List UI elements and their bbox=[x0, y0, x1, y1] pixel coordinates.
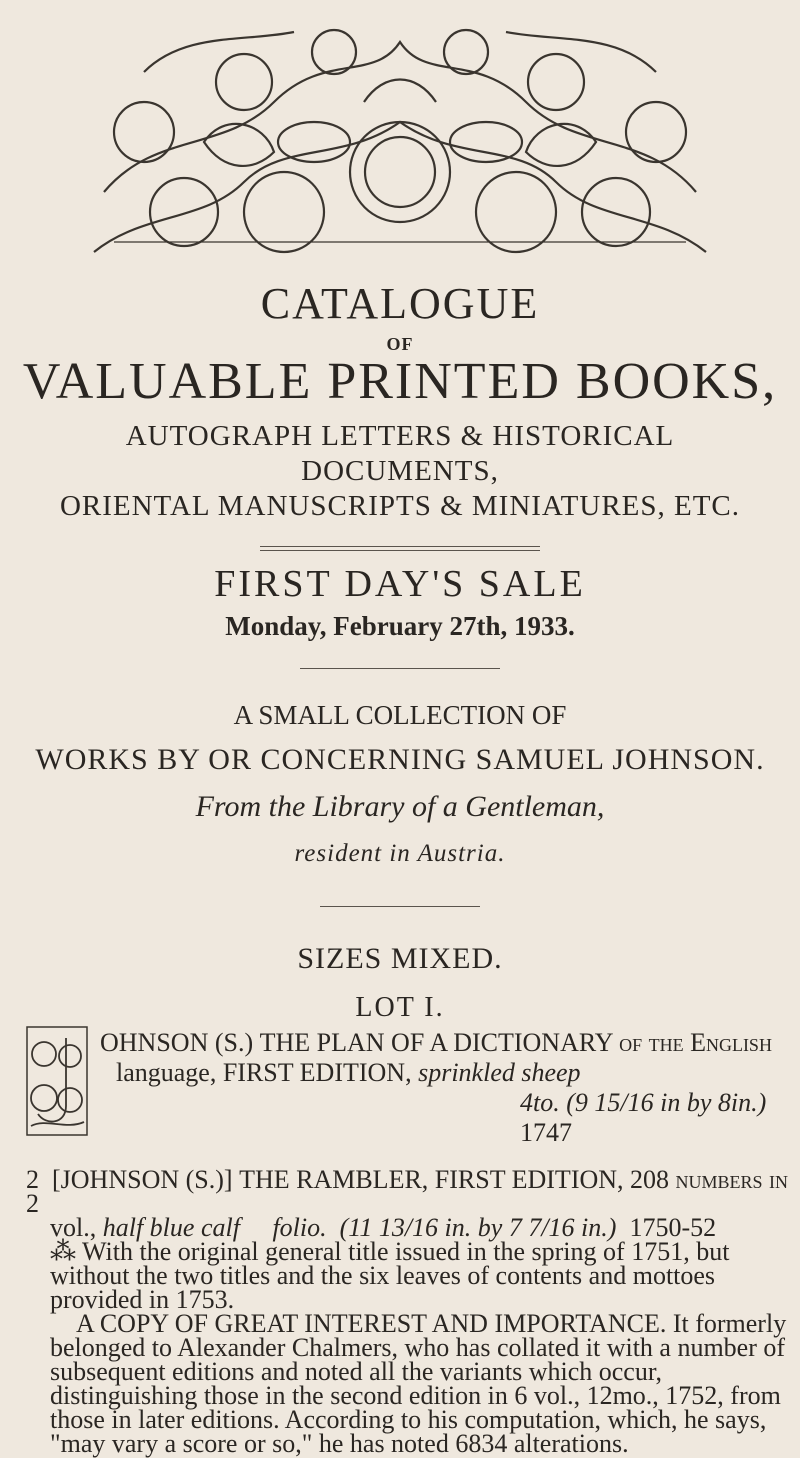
divider-rule bbox=[300, 668, 500, 669]
collection-intro: A SMALL COLLECTION OF bbox=[233, 700, 567, 730]
sale-date: Monday, February 27th, 1933. bbox=[225, 611, 575, 641]
lot-1-year: 1747 bbox=[520, 1118, 572, 1147]
lot-2-year: 1750-52 bbox=[629, 1213, 717, 1242]
lot-1-binding: sprinkled sheep bbox=[418, 1058, 581, 1087]
sizes-note: SIZES MIXED. bbox=[297, 942, 503, 975]
lot-2-number: 2 bbox=[26, 1165, 39, 1194]
lot-2-entry bbox=[26, 1165, 796, 1458]
lot-2-vol: vol., bbox=[50, 1213, 97, 1242]
lot-1-entry bbox=[100, 1028, 790, 1148]
provenance-line: From the Library of a Gentleman, bbox=[195, 790, 605, 823]
collection-title: WORKS BY OR CONCERNING SAMUEL JOHNSON. bbox=[35, 743, 765, 776]
divider-rule bbox=[260, 550, 540, 551]
lot-1-size: (9 15/16 in by 8in.) bbox=[566, 1088, 767, 1117]
lot-heading: LOT I. bbox=[355, 992, 445, 1023]
lot-2-author: [JOHNSON (S.)] bbox=[52, 1165, 233, 1194]
lot-1-edition: language, FIRST EDITION, bbox=[116, 1058, 412, 1087]
asterism-icon: ⁂ bbox=[50, 1237, 76, 1266]
lot-2-paragraph bbox=[26, 1309, 796, 1458]
subtitle-line-2: DOCUMENTS, bbox=[301, 455, 499, 487]
ornamental-banner bbox=[84, 12, 716, 264]
lot-1-format: 4to. bbox=[520, 1088, 560, 1117]
lot-2-format: folio. bbox=[272, 1213, 327, 1242]
sale-title: FIRST DAY'S SALE bbox=[214, 563, 586, 605]
of-word: OF bbox=[386, 334, 414, 354]
main-title: VALUABLE PRINTED BOOKS, bbox=[22, 353, 778, 410]
lot-2-note-text: With the original general title issued in the spring of 1751, but without the two titles and the six leaves of contents and mottoes provided in 1753. bbox=[50, 1237, 730, 1314]
lot-2-binding: half blue calf bbox=[102, 1213, 240, 1242]
catalogue-heading: CATALOGUE bbox=[260, 279, 540, 328]
ornamental-initial-j bbox=[26, 1026, 88, 1136]
divider-rule bbox=[320, 906, 480, 907]
lot-2-note bbox=[26, 1237, 796, 1314]
residence-line: resident in Austria. bbox=[294, 840, 506, 867]
lot-1-author: OHNSON (S.) bbox=[100, 1028, 254, 1057]
divider-rule bbox=[260, 546, 540, 547]
lot-2-size: (11 13/16 in. by 7 7/16 in.) bbox=[339, 1213, 617, 1242]
lot-2-title: THE RAMBLER, FIRST EDITION, 208 numbers in 2 bbox=[26, 1165, 789, 1218]
lot-1-title: THE PLAN OF A DICTIONARY of the English bbox=[259, 1028, 772, 1057]
lot-2-para-lead: A COPY OF GREAT INTEREST AND IMPORTANCE. bbox=[76, 1309, 667, 1338]
lot-2-para-text: It formerly belonged to Alexander Chalmers, who has collated it with a number of subsequent editions and noted all the variants which occur, distinguishing those in the second edition in 6 vol., 12mo., 1752, from those in later editions. According to his computation, which, he says, "may vary a score or so," he has noted 6834 alterations. bbox=[50, 1309, 787, 1458]
subtitle-line-3: ORIENTAL MANUSCRIPTS & MINIATURES, ETC. bbox=[59, 490, 741, 522]
subtitle-line-1: AUTOGRAPH LETTERS & HISTORICAL bbox=[125, 420, 675, 452]
